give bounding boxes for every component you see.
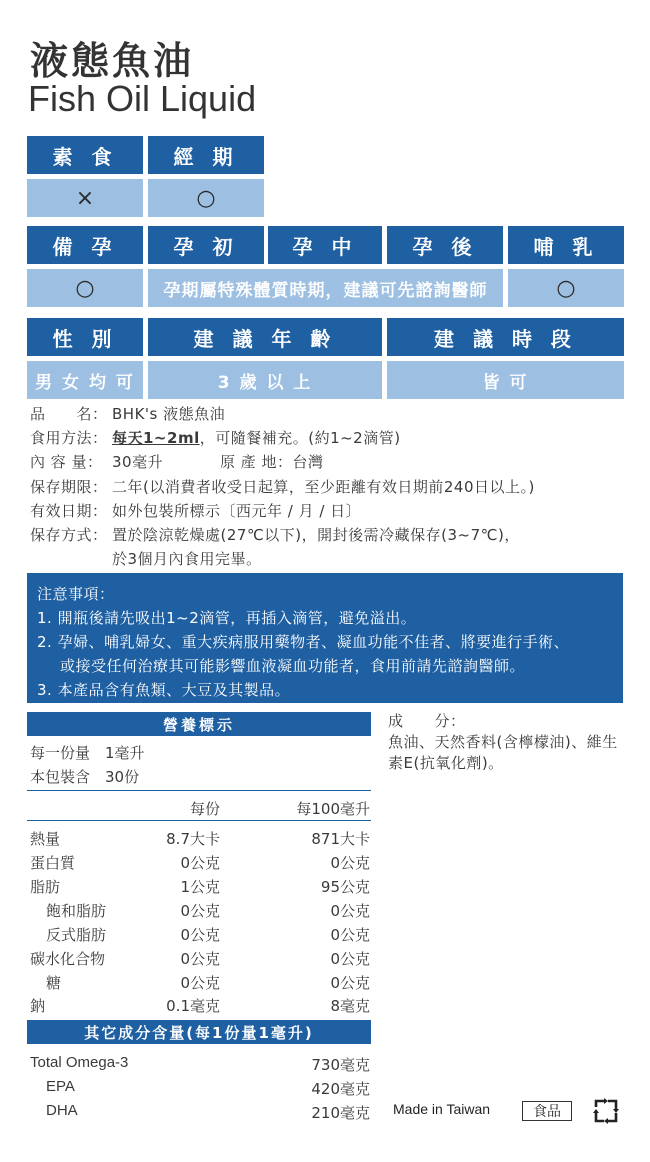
ingredients <box>388 711 628 774</box>
serving-size: 每一份量 1毫升 <box>30 744 145 762</box>
other-nutrient-name: Total Omega-3 <box>30 1054 129 1071</box>
other-nutrient-name: EPA <box>46 1078 75 1095</box>
product-title-en: Fish Oil Liquid <box>28 78 257 119</box>
nutrient-per: 0公克 <box>180 854 220 872</box>
value-suggested-time: 皆 可 <box>387 361 624 399</box>
info-product-name: 品 名： BHK's 液態魚油 <box>30 405 226 423</box>
caution-line: 3. 本產品含有魚類、大豆及其製品。 <box>37 681 291 699</box>
info-storage-cont: 於3個月內食用完畢。 <box>112 550 262 568</box>
servings-per-package: 本包裝含 30份 <box>30 768 140 786</box>
recycle-icon <box>592 1097 620 1125</box>
food-badge: 食品 <box>522 1101 572 1121</box>
nutrient-name: 鈉 <box>30 997 46 1015</box>
value-gender: 男 女 均 可 <box>27 361 143 399</box>
column-per-serving: 每份 <box>189 800 220 818</box>
nutrient-per: 1公克 <box>180 878 220 896</box>
info-storage: 保存方式： 置於陰涼乾燥處(27℃以下)，開封後需冷藏保存(3~7℃)， <box>30 526 520 544</box>
info-content: 內 容 量： 30毫升 原 產 地：台灣 <box>30 453 324 471</box>
value-breastfeeding: ○ <box>508 269 624 307</box>
nutrient-per: 0.1毫克 <box>166 997 220 1015</box>
column-per-100ml: 每100毫升 <box>296 800 370 818</box>
nutrient-name: 脂肪 <box>30 878 61 896</box>
nutrient-name: 蛋白質 <box>30 854 76 872</box>
header-late-pregnancy: 孕 後 <box>387 226 503 264</box>
nutrient-per100: 0公克 <box>330 974 370 992</box>
header-mid-pregnancy: 孕 中 <box>268 226 382 264</box>
header-pre-pregnancy: 備 孕 <box>27 226 143 264</box>
nutrient-per100: 0公克 <box>330 950 370 968</box>
nutrient-per100: 95公克 <box>320 878 370 896</box>
header-suggested-age: 建 議 年 齡 <box>148 318 382 356</box>
ingredients-text: 魚油、天然香料(含檸檬油)、維生素E(抗氧化劑)。 <box>388 733 618 772</box>
caution-line: 2. 孕婦、哺乳婦女、重大疾病服用藥物者、凝血功能不佳者、將要進行手術、 <box>37 633 570 651</box>
info-expiry: 有效日期： 如外包裝所標示〔西元年 / 月 / 日〕 <box>30 502 362 520</box>
header-menstruation: 經 期 <box>148 136 264 174</box>
nutrient-per100: 8毫克 <box>330 997 370 1015</box>
value-pre-pregnancy: ○ <box>27 269 143 307</box>
made-in-taiwan: Made in Taiwan <box>393 1101 491 1117</box>
nutrient-per100: 871大卡 <box>311 830 370 848</box>
product-title-cn: 液態魚油 <box>30 39 195 83</box>
caution-line: 1. 開瓶後請先吸出1~2滴管，再插入滴管，避免溢出。 <box>37 609 417 627</box>
nutrient-per100: 0公克 <box>330 902 370 920</box>
header-breastfeeding: 哺 乳 <box>508 226 624 264</box>
divider <box>27 820 371 821</box>
nutrient-name: 反式脂肪 <box>46 926 107 944</box>
other-nutrient-value: 210毫克 <box>311 1104 370 1122</box>
info-usage: 食用方法： 每天1~2ml，可隨餐補充。(約1~2滴管) <box>30 429 401 447</box>
caution-title: 注意事項： <box>37 585 115 603</box>
nutrient-per: 0公克 <box>180 974 220 992</box>
other-nutrient-name: DHA <box>46 1102 78 1119</box>
header-vegetarian: 素 食 <box>27 136 143 174</box>
value-menstruation: ○ <box>148 179 264 217</box>
header-early-pregnancy: 孕 初 <box>148 226 264 264</box>
nutrient-name: 碳水化合物 <box>30 950 106 968</box>
divider <box>27 790 371 791</box>
info-shelf-life: 保存期限： 二年(以消費者收受日起算，至少距離有效日期前240日以上。) <box>30 478 535 496</box>
nutrient-per100: 0公克 <box>330 854 370 872</box>
value-suggested-age: 3 歲 以 上 <box>148 361 382 399</box>
ingredients-title: 成 分： <box>388 712 466 730</box>
caution-box <box>27 573 623 703</box>
other-nutrient-value: 730毫克 <box>311 1056 370 1074</box>
nutrient-name: 熱量 <box>30 830 61 848</box>
nutrient-per: 0公克 <box>180 902 220 920</box>
nutrient-per100: 0公克 <box>330 926 370 944</box>
nutrient-per: 0公克 <box>180 926 220 944</box>
nutrition-title: 營養標示 <box>27 712 371 736</box>
nutrient-per: 8.7大卡 <box>166 830 220 848</box>
header-gender: 性 別 <box>27 318 143 356</box>
nutrient-name: 飽和脂肪 <box>46 902 107 920</box>
header-suggested-time: 建 議 時 段 <box>387 318 624 356</box>
value-vegetarian: × <box>27 179 143 217</box>
value-pregnancy-note: 孕期屬特殊體質時期，建議可先諮詢醫師 <box>148 269 503 307</box>
caution-line: 或接受任何治療其可能影響血液凝血功能者，食用前請先諮詢醫師。 <box>60 657 526 675</box>
nutrient-name: 糖 <box>46 974 62 992</box>
other-ingredients-title: 其它成分含量(每1份量1毫升) <box>27 1020 371 1044</box>
other-nutrient-value: 420毫克 <box>311 1080 370 1098</box>
nutrient-per: 0公克 <box>180 950 220 968</box>
